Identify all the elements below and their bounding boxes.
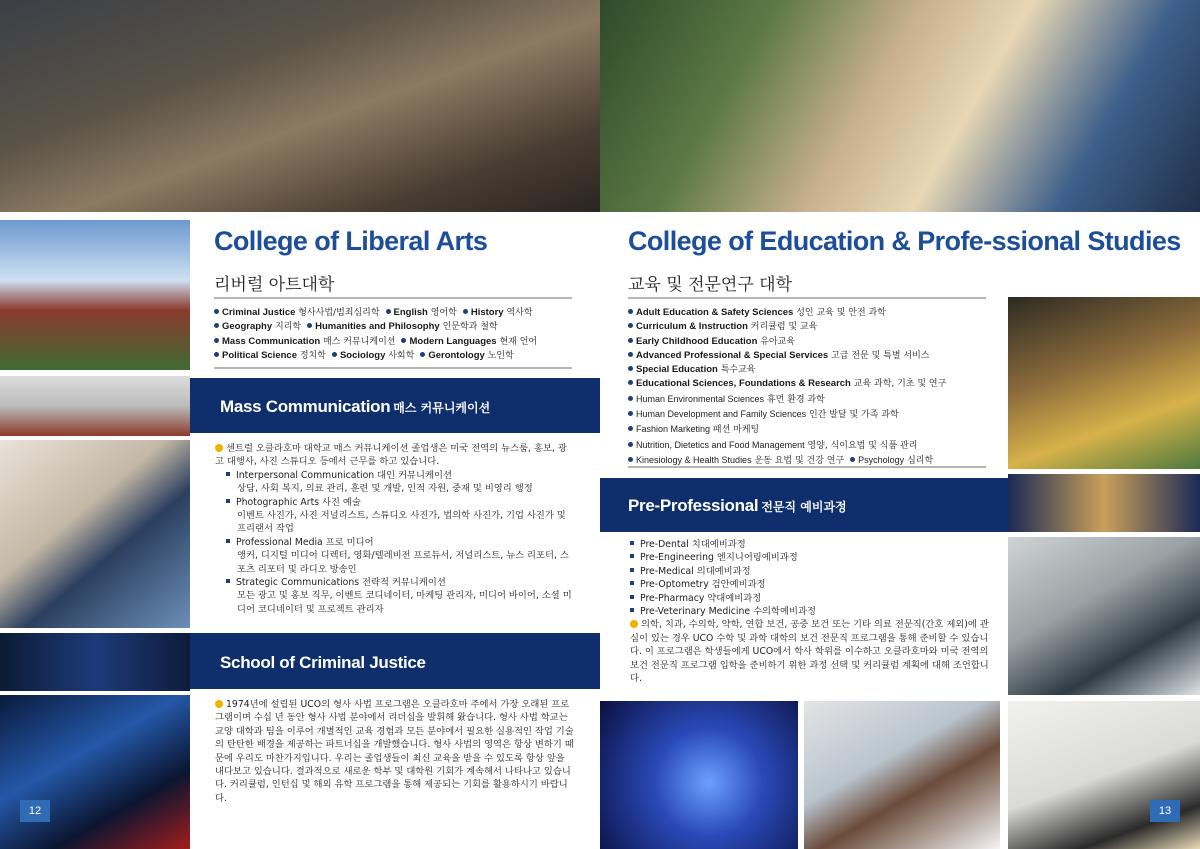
majors-row: [628, 407, 952, 422]
track-description: 이벤트 사진가, 사진 저널리스트, 스튜디오 사진가, 법의학 사진가, 기업 사진가 및 프리랜서 작업: [237, 510, 566, 535]
education-college-title-ko: 교육 및 전문연구 대학: [628, 275, 793, 295]
bullet-dot: [332, 352, 337, 357]
majors-row: [628, 363, 952, 377]
major-name-en: Fashion Marketing: [636, 424, 711, 435]
major-item: [214, 308, 380, 318]
bullet-dot: [628, 380, 633, 385]
liberal-arts-title: College of Liberal Arts: [214, 226, 488, 256]
major-name-en: Human Environmental Sciences: [636, 393, 765, 404]
major-name-ko: 매스 커뮤니케이션: [323, 336, 396, 347]
major-name-ko: 영양, 식이요법 및 식품 관리: [807, 440, 918, 451]
major-item: [214, 351, 326, 361]
major-name-en: Early Childhood Education: [636, 335, 758, 347]
square-bullet: [630, 541, 634, 545]
majors-row: [214, 349, 543, 363]
major-name-ko: 유아교육: [760, 336, 796, 347]
major-name-ko: 커리큘럼 및 교육: [750, 322, 818, 333]
major-item: [332, 351, 414, 361]
track-description: 앵커, 디지털 미디어 디렉터, 영화/텔레비전 프로듀서, 저널리스트, 뉴스 리포터, 스포츠 리포터 및 라디오 방송인: [237, 550, 569, 575]
bullet-dot: [307, 323, 312, 328]
bullet-dot: [628, 352, 633, 357]
major-name-ko: 교육 과학, 기초 및 연구: [853, 379, 947, 390]
major-name-ko: 형사사법/범죄심리학: [298, 308, 380, 318]
major-name-ko: 고급 전문 및 특별 서비스: [831, 350, 930, 361]
major-item: [463, 308, 533, 318]
divider: [214, 367, 572, 369]
track-title: [226, 576, 575, 589]
major-name-en: Special Education: [636, 364, 718, 376]
banner-title: Mass Communication: [220, 397, 391, 416]
square-bullet: [630, 554, 634, 558]
gamers-photo: [0, 695, 190, 849]
major-name-ko: 특수교육: [720, 365, 756, 376]
major-name-en: Psychology: [858, 454, 905, 465]
students-high-five-photo: [600, 0, 1200, 212]
major-name-ko: 운동 요법 및 건강 연구: [754, 455, 845, 466]
track-title-text: Interpersonal Communication 대인 커뮤니케이션: [236, 469, 452, 481]
major-item: [850, 456, 933, 466]
major-name-en: Educational Sciences, Foundations & Research: [636, 378, 851, 390]
bullet-dot: [214, 338, 219, 343]
majors-row: [628, 306, 952, 320]
pre-professional-item: [630, 605, 990, 618]
major-name-en: Mass Communication: [222, 335, 321, 347]
bullet-dot: [214, 323, 219, 328]
major-name-ko: 휴먼 환경 과학: [766, 394, 825, 405]
pre-professional-item-text: Pre-Veterinary Medicine 수의학예비과정: [640, 606, 816, 618]
track-description: 상담, 사회 복지, 의료 관리, 훈련 및 개발, 인적 자원, 중재 및 비영리 행정: [237, 483, 533, 495]
major-name-ko: 역사학: [506, 308, 533, 318]
bullet-dot: [630, 620, 638, 628]
bullet-dot: [401, 338, 406, 343]
education-majors: [628, 306, 952, 468]
criminal-justice-banner: [190, 633, 600, 689]
square-bullet: [226, 499, 230, 503]
bullet-dot: [386, 309, 391, 314]
pre-professional-item: [630, 551, 990, 564]
majors-row: [628, 422, 952, 437]
majors-row: [628, 320, 952, 334]
major-name-ko: 현재 언어: [499, 336, 538, 347]
square-bullet: [630, 568, 634, 572]
pre-professional-body: [630, 538, 990, 685]
major-name-en: Gerontology: [428, 349, 485, 361]
bullet-dot: [628, 426, 633, 431]
mass-comm-tracks: [215, 469, 575, 616]
clock-tower-photo: [0, 220, 190, 370]
mass-communication-banner: [190, 378, 600, 433]
major-item: [628, 308, 886, 318]
liberal-arts-title-ko: 리버럴 아트대학: [214, 275, 335, 295]
major-item: [386, 308, 457, 318]
major-name-en: Modern Languages: [409, 335, 497, 347]
banner-title-ko: 전문직 예비과정: [761, 500, 847, 514]
major-item: [420, 351, 513, 361]
bullet-dot: [628, 309, 633, 314]
major-item: [214, 337, 395, 347]
liberal-arts-sign-photo: [0, 376, 190, 436]
education-college-title: College of Education & Profe-ssional Studies: [628, 226, 1181, 256]
major-item: [628, 441, 917, 451]
major-name-ko: 패션 마케팅: [712, 425, 760, 436]
track-title-text: Photographic Arts 사진 예술: [236, 496, 361, 508]
major-item: [214, 322, 301, 332]
pre-professional-item-text: Pre-Medical 의대예비과정: [640, 565, 751, 577]
major-item: [628, 456, 844, 466]
majors-row: [628, 438, 952, 453]
bullet-dot: [215, 444, 223, 452]
major-name-en: Humanities and Philosophy: [315, 321, 440, 333]
whiteboard-lecture-photo: [1008, 701, 1200, 849]
major-item: [628, 337, 795, 347]
page-number: 12: [20, 800, 50, 822]
major-item: [307, 322, 497, 332]
major-name-en: Sociology: [339, 349, 386, 361]
major-name-ko: 성인 교육 및 안전 과학: [796, 308, 886, 318]
pre-professional-item-text: Pre-Pharmacy 약대예비과정: [640, 592, 762, 604]
banner-title: School of Criminal Justice: [220, 653, 426, 672]
square-bullet: [226, 472, 230, 476]
pre-professional-item-text: Pre-Dental 치대예비과정: [640, 539, 746, 550]
bullet-dot: [463, 309, 468, 314]
major-name-en: Geography: [222, 321, 273, 333]
pre-professional-item: [630, 592, 990, 605]
square-bullet: [630, 608, 634, 612]
mascot-photo: [1008, 297, 1200, 469]
major-item: [401, 337, 537, 347]
major-name-en: Kinesiology & Health Studies: [636, 454, 752, 465]
liberal-arts-majors: [214, 306, 543, 363]
pre-professional-item: [630, 578, 990, 591]
track-title: [226, 536, 575, 549]
major-name-en: English: [393, 307, 428, 318]
pre-professional-note: 의학, 치과, 수의학, 약학, 연합 보건, 공중 보건 또는 기타 의료 전문직(간호 제외)에 관심이 있는 경우 UCO 수학 및 과학 대학의 보건 전문직 프로그램을 통해 준비할 수 있습니다. 이 프로그램은 학생들에게 UCO에서 학사 학위를 이수하고 오클라호마와 미국 전역의 보건 전문직 프로그램 입학을 준비하기 위한 과정 선택 및 커리큘럼 계획에 대해 조언합니다.: [630, 619, 989, 685]
bullet-dot: [628, 411, 633, 416]
track-title-text: Strategic Communications 전략적 커뮤니케이션: [236, 577, 446, 589]
bullet-dot: [214, 309, 219, 314]
pre-professional-item: [630, 538, 990, 551]
bullet-dot: [628, 366, 633, 371]
majors-row: [214, 306, 543, 320]
major-name-en: Political Science: [222, 349, 297, 361]
major-name-ko: 사회학: [388, 350, 415, 361]
major-name-en: Advanced Professional & Special Services: [636, 349, 829, 361]
track-description: 모든 광고 및 홍보 직무, 이벤트 코디네이터, 마케팅 관리자, 미디어 바이어, 소셜 미디어 코디네이터 및 프로젝트 관리자: [237, 590, 572, 615]
major-name-en: Criminal Justice: [222, 307, 296, 318]
nursing-students-photo: [804, 701, 1000, 849]
major-name-en: Nutrition, Dietetics and Food Management: [636, 439, 805, 450]
uv-lab-photo: [600, 701, 798, 849]
major-item: [628, 395, 825, 405]
major-name-ko: 노인학: [487, 350, 514, 361]
major-item: [628, 410, 899, 420]
major-name-en: Curriculum & Instruction: [636, 321, 748, 333]
pre-professional-item-text: Pre-Optometry 검안예비과정: [640, 579, 766, 591]
bullet-dot: [215, 700, 223, 708]
bullet-dot: [214, 352, 219, 357]
pre-professional-item-text: Pre-Engineering 엔지니어링예비과정: [640, 552, 798, 564]
esports-room-photo: [0, 633, 190, 691]
majors-row: [628, 335, 952, 349]
divider: [214, 297, 572, 299]
criminal-justice-body: 1974년에 설립된 UCO의 형사 사법 프로그램은 오클라호마 주에서 가장 오래된 프로그램이며 수십 년 동안 형사 사법 분야에서 리더십을 발휘해 왔습니다. 형사 사법 학교는 교양 대학과 팀을 이루어 개별적인 교육 경험과 모든 분야에서 필요한 실용적인 작업 기술의 탄탄한 배경을 제공하는 파트너십을 개발했습니다. 형사 사법의 영역은 항상 변하기 때문에 우리도 마찬가지입니다. 우리는 졸업생들이 최신 교육을 받을 수 있도록 항상 앞을 내다보고 있습니다. 결과적으로 새로운 학부 및 대학원 기회가 계속해서 나타나고 있습니다. 커리큘럼, 인턴십 및 해외 유학 프로그램을 통해 제공되는 기회를 활용하시기 바랍니다.: [215, 699, 574, 804]
major-name-ko: 인간 발달 및 가족 과학: [808, 410, 899, 421]
square-bullet: [630, 581, 634, 585]
majors-row: [628, 349, 952, 363]
major-name-en: History: [470, 307, 504, 318]
bullet-dot: [628, 396, 633, 401]
pre-professional-list: [630, 538, 990, 618]
majors-row: [214, 320, 543, 334]
major-item: [628, 322, 817, 332]
major-name-ko: 지리학: [275, 322, 302, 333]
track-title-text: Professional Media 프로 미디어: [236, 536, 374, 548]
square-bullet: [630, 595, 634, 599]
banner-title: Pre-Professional: [628, 496, 759, 515]
square-bullet: [226, 539, 230, 543]
majors-row: [628, 377, 952, 391]
mass-comm-intro: 센트럴 오클라호마 대학교 매스 커뮤니케이션 졸업생은 미국 전역의 뉴스룸, 홍보, 광고 대행사, 사진 스튜디오 등에서 근무를 하고 있습니다.: [215, 443, 567, 468]
bullet-dot: [628, 442, 633, 447]
track-title: [226, 496, 575, 509]
bullet-dot: [850, 457, 855, 462]
major-item: [628, 425, 759, 435]
major-item: [628, 379, 946, 389]
major-name-en: Adult Education & Safety Sciences: [636, 307, 794, 318]
graduates-photo: [1008, 474, 1200, 532]
bullet-dot: [628, 323, 633, 328]
major-name-ko: 영어학: [430, 308, 457, 318]
major-name-en: Human Development and Family Sciences: [636, 409, 807, 420]
presenter-photo: [0, 440, 190, 628]
microscope-lab-photo: [1008, 537, 1200, 695]
lecture-hall-photo: [0, 0, 600, 212]
divider: [628, 297, 986, 299]
bullet-dot: [628, 338, 633, 343]
track-title: [226, 469, 575, 482]
majors-row: [214, 335, 543, 349]
square-bullet: [226, 579, 230, 583]
pre-professional-banner: [600, 478, 1008, 532]
mass-comm-body: [215, 442, 575, 616]
major-item: [628, 365, 755, 375]
banner-title-ko: 매스 커뮤니케이션: [393, 401, 491, 415]
bullet-dot: [420, 352, 425, 357]
bullet-dot: [628, 457, 633, 462]
major-name-ko: 심리학: [907, 455, 934, 466]
major-name-ko: 인문학과 철학: [442, 322, 498, 333]
page-number: 13: [1150, 800, 1180, 822]
major-name-ko: 정치학: [299, 350, 326, 361]
divider: [628, 466, 986, 468]
majors-row: [628, 392, 952, 407]
pre-professional-item: [630, 565, 990, 578]
major-item: [628, 351, 929, 361]
